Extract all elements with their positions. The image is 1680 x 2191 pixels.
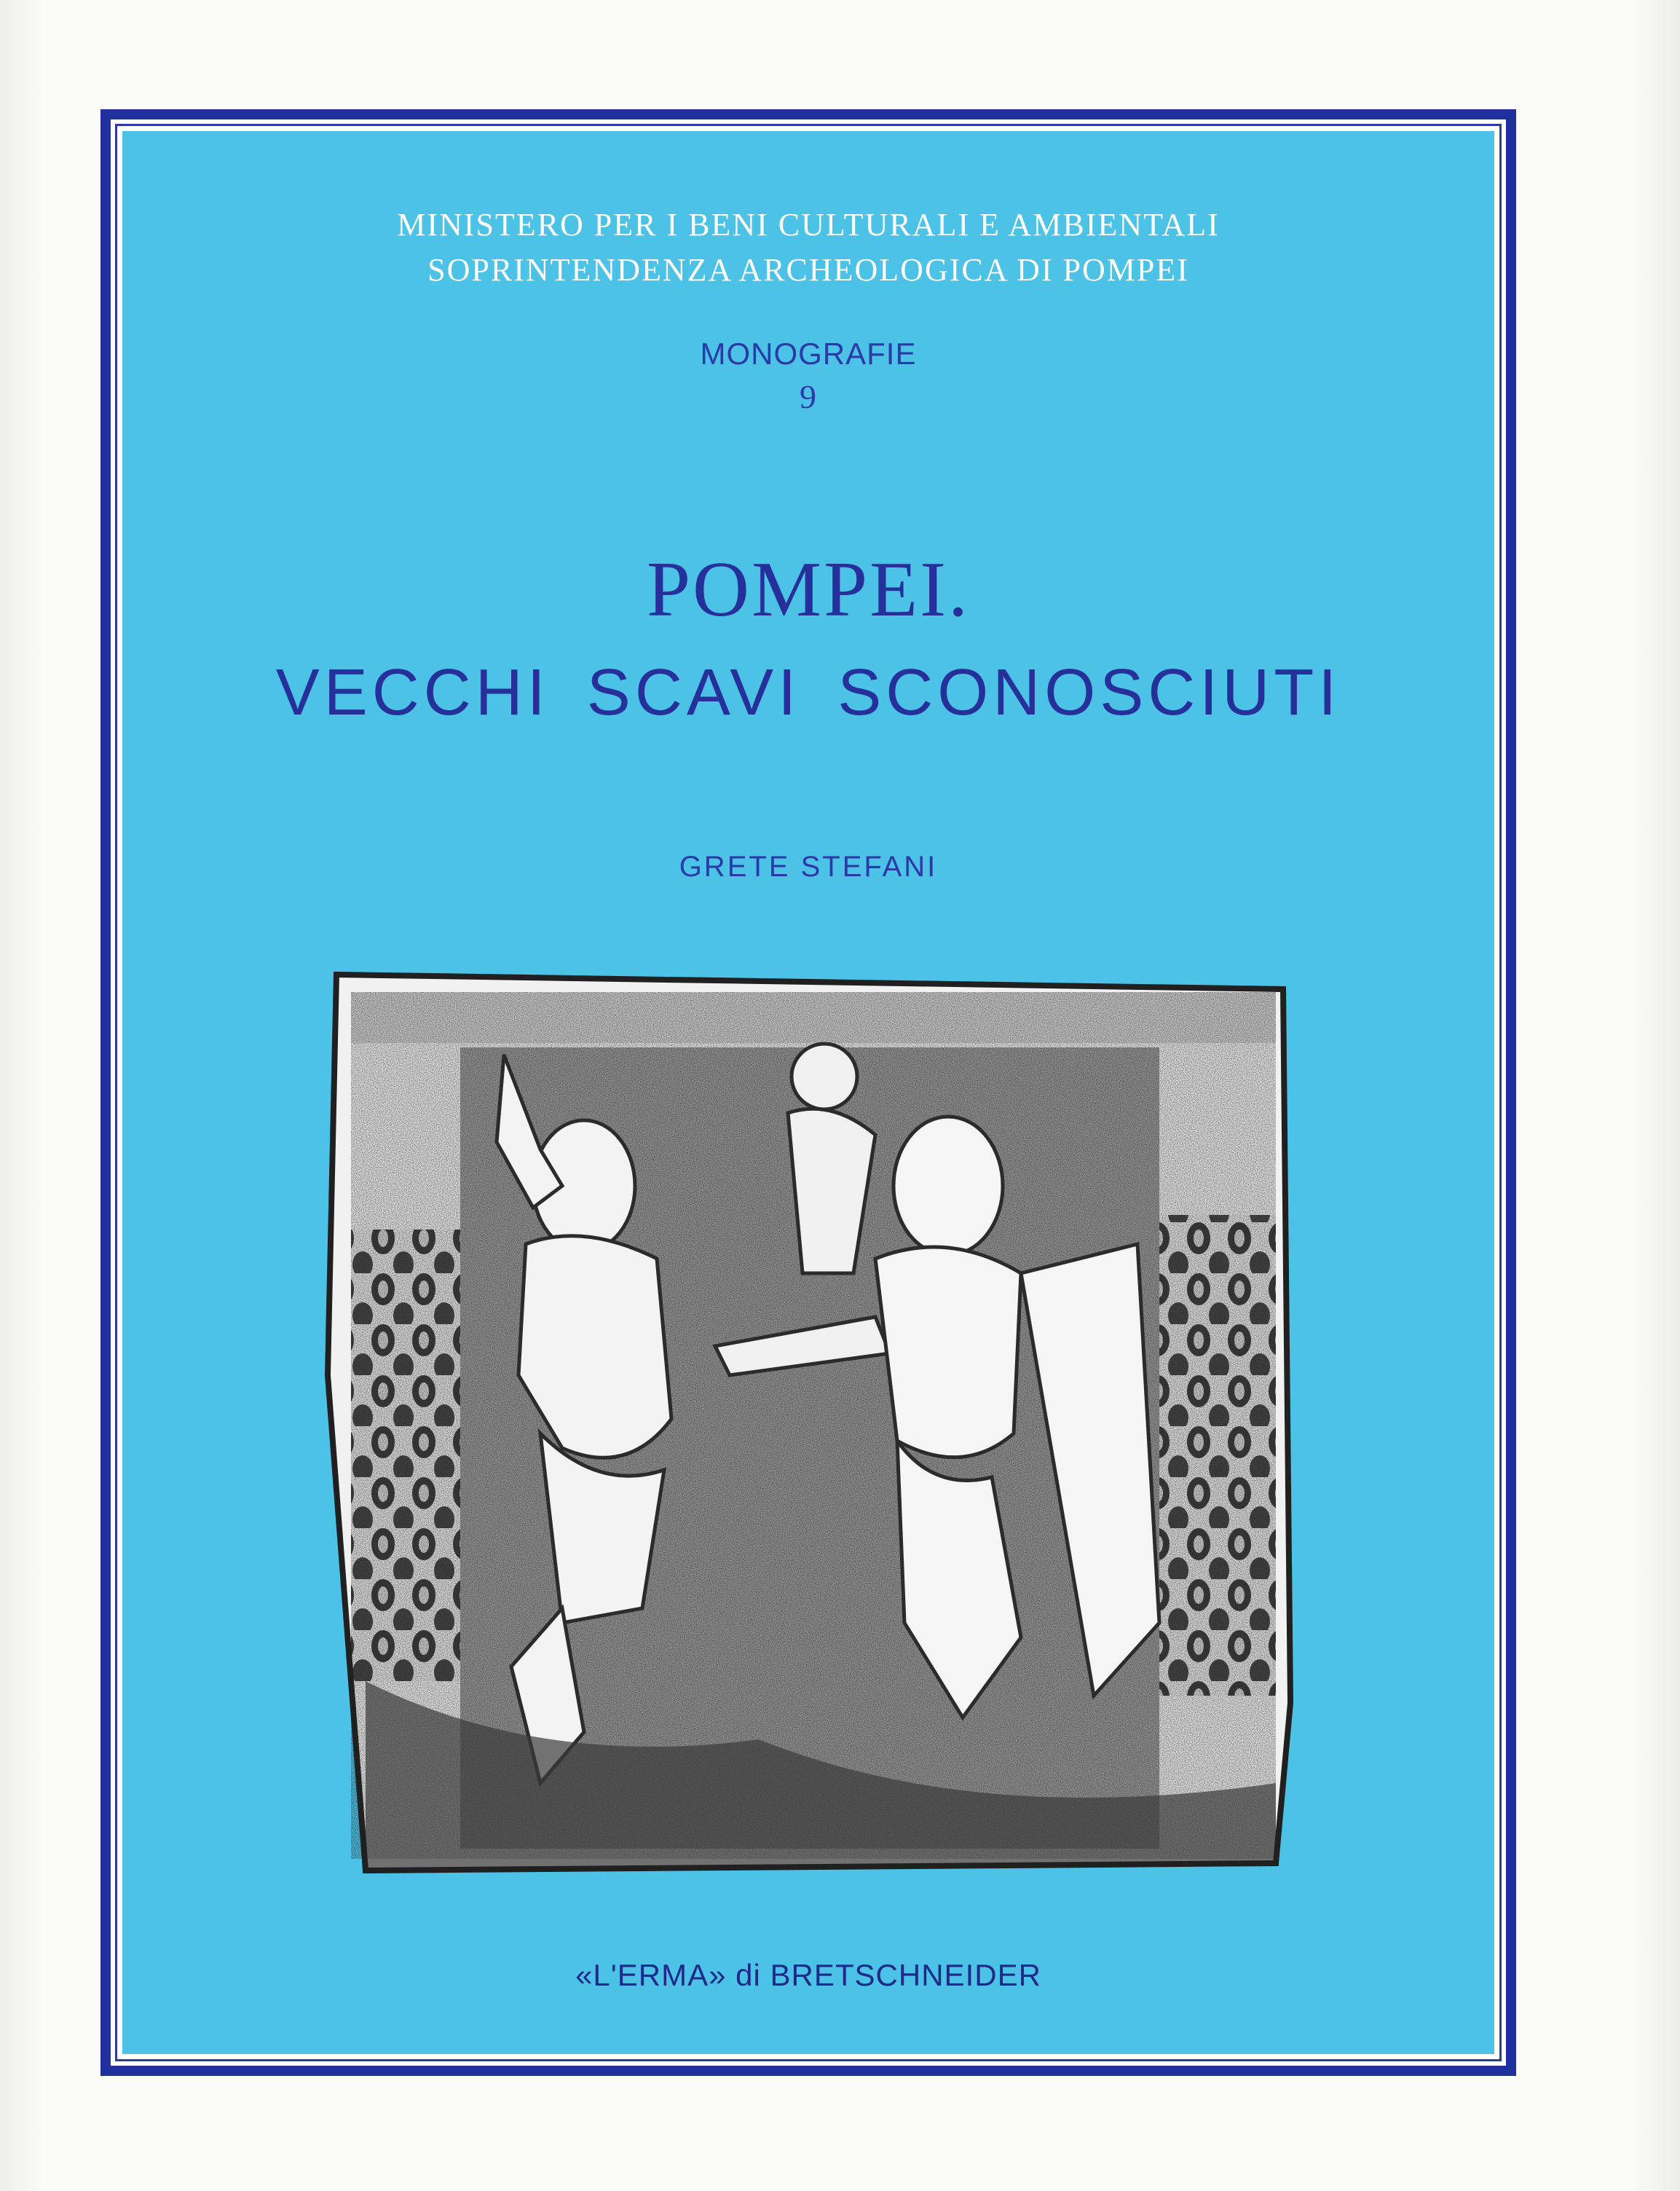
publisher-line-2: SOPRINTENDENZA ARCHEOLOGICA DI POMPEI [427, 252, 1189, 288]
publisher-line-1: MINISTERO PER I BENI CULTURALI E AMBIENTALI [397, 207, 1220, 243]
series-label: MONOGRAFIE [700, 337, 917, 371]
series-number: 9 [800, 378, 817, 415]
author-name: GRETE STEFANI [679, 851, 938, 883]
publisher-imprint: «L'ERMA» di BRETSCHNEIDER [575, 1958, 1041, 1992]
book-title-line-1: POMPEI. [646, 546, 971, 633]
relief-photo [322, 967, 1298, 1879]
book-title-line-2: VECCHI SCAVI SCONOSCIUTI [275, 656, 1341, 729]
relief-sculpture-photo-icon [322, 967, 1298, 1879]
